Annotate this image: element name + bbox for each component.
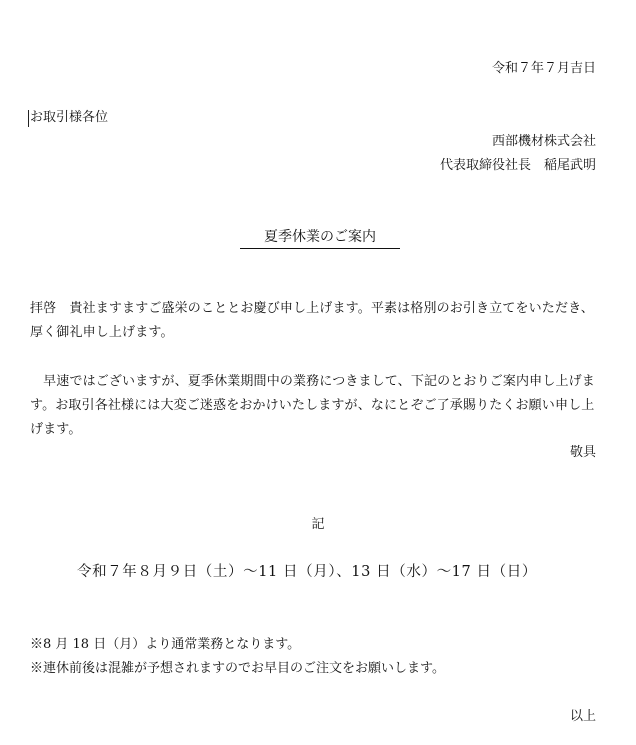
text-cursor [28, 110, 29, 127]
holiday-period: 令和７年８月９日（土）～11 日（月）、13 日（水）～17 日（日） [77, 564, 537, 580]
ki-heading: 記 [311, 517, 325, 532]
closing-keigu: 敬具 [569, 445, 596, 460]
note-resume-date: ※8 月 18 日（月）より通常業務となります。 [30, 637, 301, 652]
recipient-line: お取引様各位 [30, 110, 109, 125]
greeting-paragraph: 拝啓 貴社ますますご盛栄のこととお慶び申し上げます。平素は格別のお引き立てをいただき、厚く御礼申し上げます。 [30, 301, 594, 340]
document-date: 令和７年７月吉日 [491, 61, 596, 76]
notice-paragraph: 早速ではございますが、夏季休業期間中の業務につきまして、下記のとおりご案内申し上げます。お取引各社様には大変ご迷惑をおかけいたしますが、なにとぞご了承賜りたくお願い申し上げます。 [30, 374, 595, 437]
end-ijou: 以上 [569, 709, 596, 724]
document-title: 夏季休業のご案内 [240, 229, 400, 249]
note-early-order: ※連休前後は混雑が予想されますのでお早目のご注文をお願いします。 [30, 661, 445, 676]
sender-representative: 代表取締役社長 稲尾武明 [439, 158, 596, 173]
sender-company: 西部機材株式会社 [491, 134, 596, 149]
